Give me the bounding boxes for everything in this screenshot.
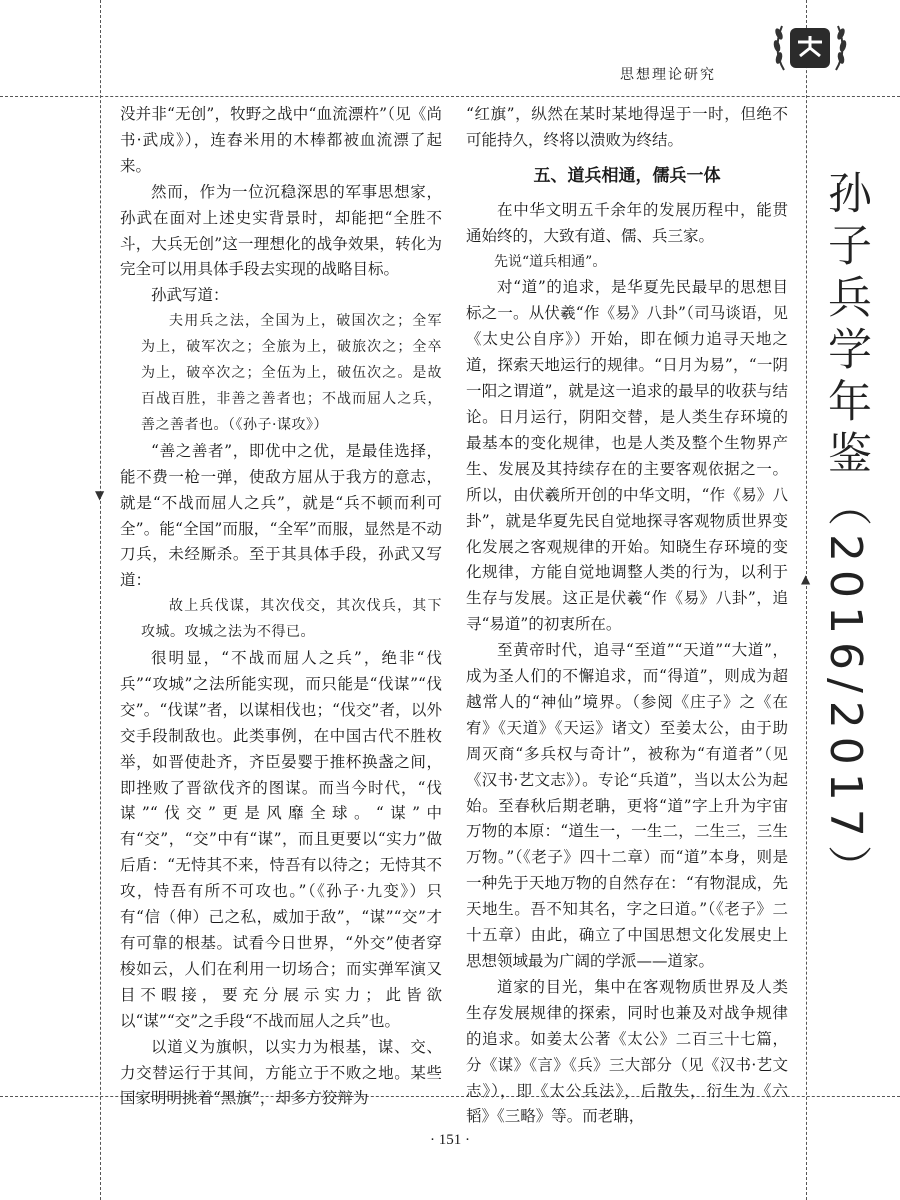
paragraph: 然而，作为一位沉稳深思的军事思想家，孙武在面对上述史实背景时，却能把“全胜不斗，大兵无创”这一理想化的战争效果，转化为完全可以用具体手段去实现的战略目标。 [120,182,442,279]
right-margin-rule [806,0,807,1200]
paragraph: 孙武写道： [151,286,229,305]
page-number: · 151 · [430,1132,470,1148]
left-margin-rule [100,0,101,1200]
paragraph: “善之善者”，即优中之优，是最佳选择，能不费一枪一弹，使敌方屈从于我方的意志，就是“不战而屈人之兵”，就是“兵不顿而利可全”。能“全国”而服，“全军”而服，显然是不动刀兵，未经厮杀。至于其具体手段，孙武又写道： [120,441,442,590]
right-column [466,102,788,1130]
book-title-vertical: 孙子兵学年鉴（2016/2017） [820,170,871,897]
paragraph: “红旗”，纵然在某时某地得逞于一时，但绝不可能持久，终将以溃败为终结。 [466,105,788,149]
paragraph: 很明显，“不战而屈人之兵”，绝非“伐兵”“攻城”之法所能实现，而只能是“伐谋”“伐交”。“伐谋”者，以谋相伐也；“伐交”者，以外交手段制敌也。此类事例，在中国古代不胜枚举，如晋使赴齐，齐臣晏婴于推杯换盏之间，即挫败了晋欲伐齐的图谋。而当今时代，“伐谋”“伐交”更是风靡全球。“谋”中有“交”，“交”中有“谋”，而且更要以“实力”做后盾：“无恃其不来，恃吾有以待之；无恃其不攻，恃吾有所不可攻也。”（《孙子·九变》）只有“信（伸）己之私，威加于敌”，“谋”“交”才有可靠的根基。试看今日世界，“外交”使者穿梭如云，人们在利用一切场合；而实弹军演又目不暇接，要充分展示实力；此皆欲以“谋”“交”之手段“不战而屈人之兵”也。 [120,649,442,1030]
section-heading: 五、道兵相通，儒兵一体 [533,165,721,186]
left-column [120,102,442,1112]
block-quote: 夫用兵之法，全国为上，破国次之；全军为上，破军次之；全旅为上，破旅次之；全卒为上，破卒次之；全伍为上，破伍次之。是故百战百胜，非善之善者也；不战而屈人之兵，善之善者也。（《孙子·谋攻》） [141,313,442,433]
paragraph: 对“道”的追求，是华夏先民最早的思想目标之一。从伏羲“作《易》八卦”（司马谈语，见《太史公自序》）开始，即在倾力追寻天地之道，探索天地运行的规律。“日月为易”，“一阴一阳之谓道”，就是这一追求的最早的收获与结论。日月运行，阴阳交替，是人类生存环境的最基本的变化规律，也是人类及整个生物界产生、发展及其持续存在的主要客观依据之一。所以，由伏羲所开创的中华文明，“作《易》八卦”，就是华夏先民自觉地探寻客观物质世界变化发展之客观规律的开始。知晓生存环境的变化规律，方能自觉地调整人类的行为，以利于生存与发展。这正是伏羲“作《易》八卦”，追寻“易道”的初衷所在。 [466,278,788,634]
subsection-lead: 先说“道兵相通”。 [494,253,607,270]
paragraph: 至黄帝时代，追寻“至道”“天道”“大道”，成为圣人们的不懈追求，而“得道”，则成为超越常人的“神仙”境界。（参阅《庄子》之《在宥》《天道》《天运》诸文）至姜太公，由于助周灭商“多兵权与奇计”，被称为“有道者”（见《汉书·艺文志》）。专论“兵道”，当以太公为起始。至春秋后期老聃，更将“道”字上升为宇宙万物的本原：“道生一，一生二，二生三，三生万物。”（《老子》四十二章）而“道”本身，则是一种先于天地万物的自然存在：“有物混成，先天地生。吾不知其名，字之曰道。”（《老子》二十五章）由此，确立了中国思想文化发展史上思想领域最为广阔的学派——道家。 [466,641,788,970]
block-quote: 故上兵伐谋，其次伐交，其次伐兵，其下攻城。攻城之法为不得已。 [141,598,442,641]
header-rule [0,96,900,97]
down-arrow-icon: ▼ [95,488,105,502]
paragraph: 道家的目光，集中在客观物质世界及人类生存发展规律的探索，同时也兼及对战争规律的追求。如姜太公著《太公》二百三十七篇，分《谋》《言》《兵》三大部分（见《汉书·艺文志》），即《太公兵法》，后散失，衍生为《六韬》《三略》等。而老聃， [466,977,788,1126]
paragraph: 没并非“无创”，牧野之战中“血流漂杵”（见《尚书·武成》），连舂米用的木棒都被血流漂了起来。 [120,105,442,175]
up-arrow-icon: ▲ [801,572,811,586]
yearbook-logo [770,18,850,80]
paragraph: 在中华文明五千余年的发展历程中，能贯通始终的，大致有道、儒、兵三家。 [466,200,788,245]
section-title: 思想理论研究 [620,67,716,83]
paragraph: 以道义为旗帜，以实力为根基，谋、交、力交替运行于其间，方能立于不败之地。某些国家明明挑着“黑旗”，却多方狡辩为 [120,1037,442,1108]
